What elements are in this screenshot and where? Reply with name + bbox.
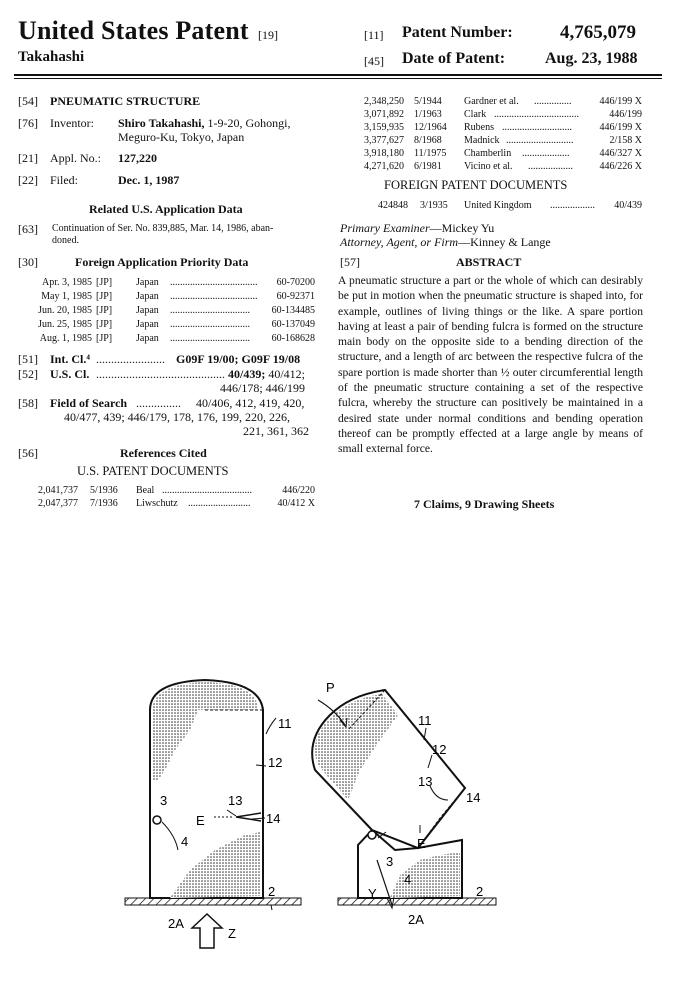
ref-class: 446/220 xyxy=(282,485,315,496)
search-line-3: 221, 361, 362 xyxy=(243,424,309,438)
search-code: [58] xyxy=(18,396,38,410)
fulcrum-point xyxy=(368,831,376,839)
priority-date: Aug. 1, 1985 xyxy=(39,333,92,344)
ref-class: 446/199 X xyxy=(599,122,642,133)
figure-bent-structure xyxy=(312,680,496,927)
attorney-label: Attorney, Agent, or Firm xyxy=(340,235,459,249)
patent-number-code: [11] xyxy=(364,28,384,42)
priority-country: Japan xyxy=(136,277,159,288)
examiner-line xyxy=(340,221,494,236)
priority-code: [30] xyxy=(18,255,38,269)
label-3: 3 xyxy=(160,793,168,808)
inventor-code: [76] xyxy=(18,116,38,130)
priority-number: 60-70200 xyxy=(276,277,315,288)
label-11: 11 xyxy=(278,716,292,731)
priority-number: 60-92371 xyxy=(276,291,315,302)
ref-date: 7/1936 xyxy=(90,498,118,509)
ref-class: 446/199 xyxy=(609,109,642,120)
priority-dots: ................................... xyxy=(170,277,258,288)
search-line-2: 40/477, 439; 446/179, 178, 176, 199, 220, 226, xyxy=(64,410,291,424)
label-y: Y xyxy=(368,886,377,901)
up-arrow-icon xyxy=(192,914,222,948)
ref-dots: ............................ xyxy=(502,122,572,133)
ref-number: 3,918,180 xyxy=(364,148,404,159)
label-14: 14 xyxy=(266,811,281,826)
ref-dots: ............... xyxy=(534,96,572,107)
ref-dots: .................. xyxy=(528,161,573,172)
priority-country: Japan xyxy=(136,333,159,344)
intcl-label: Int. Cl.⁴ xyxy=(50,352,90,366)
figure-upright-structure xyxy=(125,680,301,948)
label-13: 13 xyxy=(418,774,433,789)
search-line-1: 40/406, 412, 419, 420, xyxy=(196,396,305,410)
inventor-address: 1-9-20, Gohongi, xyxy=(207,116,291,130)
priority-dots: ................................ xyxy=(170,333,250,344)
patent-drawing xyxy=(0,670,673,985)
attorney-name: —Kinney & Lange xyxy=(458,235,551,249)
priority-dots: ................................... xyxy=(170,291,258,302)
ref-dots: .................................. xyxy=(494,109,579,120)
appl-code: [21] xyxy=(18,151,38,165)
ref-number: 2,047,377 xyxy=(38,498,78,509)
priority-cc: [JP] xyxy=(96,333,113,344)
attorney-line xyxy=(340,235,551,250)
ref-class: 446/327 X xyxy=(599,148,642,159)
inventor-line-2: Meguro-Ku, Tokyo, Japan xyxy=(118,130,245,144)
header-rule-thin xyxy=(14,78,662,79)
search-dots: ............... xyxy=(136,396,181,410)
label-e: E xyxy=(196,813,205,828)
appl-number: 127,220 xyxy=(118,151,157,165)
label-11: 11 xyxy=(418,713,432,728)
ref-name: Gardner et al. xyxy=(464,96,519,107)
priority-number: 60-134485 xyxy=(271,305,315,316)
label-4: 4 xyxy=(404,872,412,887)
ref-number: 4,271,620 xyxy=(364,161,404,172)
ref-name: Vicino et al. xyxy=(464,161,513,172)
priority-number: 60-137049 xyxy=(271,319,315,330)
label-3: 3 xyxy=(386,854,394,869)
filed-date: Dec. 1, 1987 xyxy=(118,173,180,187)
ref-date: 3/1935 xyxy=(420,200,448,211)
us-docs-heading: U.S. PATENT DOCUMENTS xyxy=(77,464,229,478)
refs-heading: References Cited xyxy=(120,446,207,460)
examiner-label: Primary Examiner xyxy=(340,221,430,235)
inventor-label: Inventor: xyxy=(50,116,94,130)
intcl-value: G09F 19/00; G09F 19/08 xyxy=(176,352,301,366)
intcl-code: [51] xyxy=(18,352,38,366)
title-code: [54] xyxy=(18,94,38,108)
label-14: 14 xyxy=(466,790,481,805)
label-2: 2 xyxy=(268,884,276,899)
label-2a: 2A xyxy=(408,912,424,927)
uscl-label: U.S. Cl. xyxy=(50,367,90,381)
title-inid-code: [19] xyxy=(258,28,278,42)
ref-number: 3,071,892 xyxy=(364,109,404,120)
abstract-heading: ABSTRACT xyxy=(456,255,522,269)
priority-date: Apr. 3, 1985 xyxy=(42,277,92,288)
search-label: Field of Search xyxy=(50,396,128,410)
priority-table xyxy=(22,277,322,347)
label-z: Z xyxy=(228,926,236,941)
priority-country: Japan xyxy=(136,305,159,316)
priority-number: 60-168628 xyxy=(271,333,315,344)
patent-office-title: United States Patent xyxy=(18,16,249,45)
foreign-docs-heading: FOREIGN PATENT DOCUMENTS xyxy=(384,178,568,192)
patent-number-label: Patent Number: xyxy=(402,24,513,41)
ref-date: 5/1944 xyxy=(414,96,442,107)
abstract-text: A pneumatic structure a part or the whole of which can desirably be put in motion when the pneumatic structure is shaped into, for example, outlines of living things or the like. A spare portion having at least a pair of bending fulcra is formed on the structure main body on the opposite side to a bending direction of the structure, and a length of arc between the respective fulcra of the spare portion is made shorter than ½ outer circumferential length of the pneumatic structure containing a set of the respective fulcra, whereby the structure can positively be maintained in a desired state under normal conditions and bending operation thereof can be promptly effected at a large angle by means of small external force. xyxy=(338,274,643,456)
priority-country: Japan xyxy=(136,291,159,302)
label-12: 12 xyxy=(268,755,283,770)
claims-summary: 7 Claims, 9 Drawing Sheets xyxy=(414,497,555,511)
ref-name: Chamberlin xyxy=(464,148,512,159)
priority-cc: [JP] xyxy=(96,291,113,302)
ref-name: Beal xyxy=(136,485,155,496)
uscl-secondary: 40/412; xyxy=(268,367,306,381)
date-label: Date of Patent: xyxy=(402,50,506,67)
ref-date: 12/1964 xyxy=(414,122,447,133)
filed-label: Filed: xyxy=(50,173,79,187)
ref-class: 446/226 X xyxy=(599,161,642,172)
ref-date: 5/1936 xyxy=(90,485,118,496)
ref-name: Madnick xyxy=(464,135,500,146)
ref-number: 424848 xyxy=(378,200,408,211)
ref-dots: ........................... xyxy=(506,135,574,146)
related-line-2: doned. xyxy=(52,235,79,246)
ref-dots: ................... xyxy=(522,148,570,159)
ref-number: 3,159,935 xyxy=(364,122,404,133)
priority-dots: ................................ xyxy=(170,305,250,316)
label-e: E xyxy=(417,836,426,851)
header-inventor-surname: Takahashi xyxy=(18,49,85,65)
label-13: 13 xyxy=(228,793,243,808)
priority-dots: ................................ xyxy=(170,319,250,330)
ref-name: Rubens xyxy=(464,122,494,133)
ref-class: 40/412 X xyxy=(277,498,315,509)
date-code: [45] xyxy=(364,54,384,68)
priority-country: Japan xyxy=(136,319,159,330)
label-12: 12 xyxy=(432,742,447,757)
ref-dots: .................. xyxy=(550,200,595,211)
ref-number: 2,041,737 xyxy=(38,485,78,496)
related-line-1: Continuation of Ser. No. 839,885, Mar. 14, 1986, aban- xyxy=(52,223,274,234)
ref-name: Clark xyxy=(464,109,487,120)
uscl-primary: 40/439; xyxy=(228,367,266,381)
invention-title: PNEUMATIC STRUCTURE xyxy=(50,94,201,108)
inventor-line-1: Shiro Takahashi, 1-9-20, Gohongi, xyxy=(118,116,291,130)
ref-number: 3,377,627 xyxy=(364,135,404,146)
ref-name: Liwschutz xyxy=(136,498,178,509)
uscl-line-1 xyxy=(228,367,305,382)
patent-number: 4,765,079 xyxy=(560,22,636,43)
label-p: P xyxy=(326,680,335,695)
uscl-dots: ........................................... xyxy=(96,367,225,381)
appl-label: Appl. No.: xyxy=(50,151,101,165)
ref-name: United Kingdom xyxy=(464,200,532,211)
priority-date: Jun. 25, 1985 xyxy=(38,319,92,330)
fulcrum-point xyxy=(153,816,161,824)
us-refs-left-table xyxy=(38,485,318,513)
priority-cc: [JP] xyxy=(96,319,113,330)
uscl-code: [52] xyxy=(18,367,38,381)
related-data-heading: Related U.S. Application Data xyxy=(89,202,243,216)
intcl-dots: ....................... xyxy=(96,352,165,366)
priority-cc: [JP] xyxy=(96,305,113,316)
foreign-refs-table xyxy=(378,200,648,214)
priority-date: May 1, 1985 xyxy=(41,291,92,302)
ref-class: 2/158 X xyxy=(609,135,642,146)
ref-dots: ......................... xyxy=(188,498,251,509)
priority-date: Jun. 20, 1985 xyxy=(38,305,92,316)
examiner-name: —Mickey Yu xyxy=(429,221,495,235)
ref-date: 1/1963 xyxy=(414,109,442,120)
refs-code: [56] xyxy=(18,446,38,460)
label-2a: 2A xyxy=(168,916,184,931)
label-4: 4 xyxy=(181,834,189,849)
base-plate xyxy=(125,898,301,905)
ref-class: 446/199 X xyxy=(599,96,642,107)
us-refs-right-table xyxy=(364,96,649,176)
ref-date: 11/1975 xyxy=(414,148,447,159)
related-code: [63] xyxy=(18,222,38,236)
priority-heading: Foreign Application Priority Data xyxy=(75,255,249,269)
header-rule xyxy=(14,74,662,76)
uscl-line-2: 446/178; 446/199 xyxy=(220,381,306,395)
ref-dots: .................................... xyxy=(162,485,252,496)
label-2: 2 xyxy=(476,884,484,899)
priority-cc: [JP] xyxy=(96,277,113,288)
base-plate xyxy=(338,898,496,905)
ref-number: 2,348,250 xyxy=(364,96,404,107)
ref-date: 6/1981 xyxy=(414,161,442,172)
ref-date: 8/1968 xyxy=(414,135,442,146)
abstract-code: [57] xyxy=(340,255,360,269)
patent-date: Aug. 23, 1988 xyxy=(545,50,638,67)
ref-class: 40/439 xyxy=(614,200,642,211)
filed-code: [22] xyxy=(18,173,38,187)
